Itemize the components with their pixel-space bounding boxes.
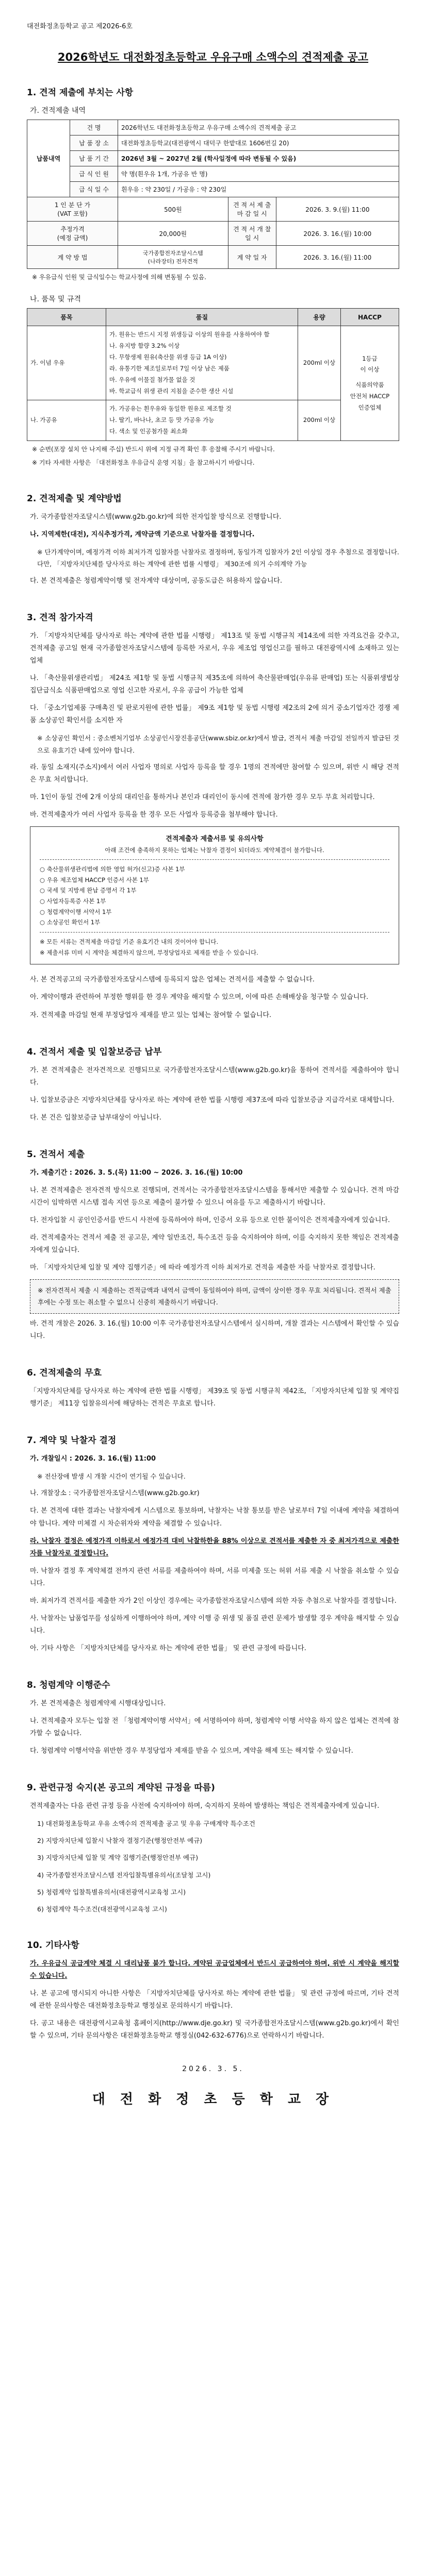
table-section-label: 납품내역	[27, 120, 70, 197]
section-9-body	[30, 1800, 399, 1915]
paragraph: 가. 본 견적제출은 전자견적으로 진행되므로 국가종합전자조달시스템(www.g2b.go.kr)을 통하여 견적서를 제출하여야 합니다.	[30, 1066, 399, 1087]
paragraph: 가. 우유급식 공급계약 체결 시 대리납품 불가 합니다. 계약된 공급업체에서 반드시 공급하여야 하며, 위반 시 계약을 해지할 수 있습니다.	[30, 1959, 399, 1980]
paragraph: 다. 본 견적에 대한 결과는 낙찰자에게 시스템으로 통보하며, 낙찰자는 낙찰 통보를 받은 날로부터 7일 이내에 계약을 체결하여야 합니다. 계약 미체결 시 차순위자와 계약을 체결할 수 있습니다.	[30, 1507, 399, 1528]
section-10	[27, 1938, 399, 2042]
spec-haccp-main: 1등급	[362, 354, 378, 362]
section-6	[27, 1365, 399, 1410]
paragraph: 나. 지역제한(대전), 지식추정가격, 계약금액 기준으로 낙찰자를 결정합니다.	[30, 530, 255, 538]
list-item: 3) 지방자치단체 입찰 및 계약 집행기준(행정안전부 예규)	[37, 1854, 199, 1862]
table-key: 견 적 서 개 찰 일 시	[228, 222, 276, 246]
paragraph: 다. 청렴계약 이행서약을 위반한 경우 부정당업자 제재를 받을 수 있으며, 계약을 해제 또는 해지할 수 있습니다.	[30, 1747, 353, 1755]
spec-quality	[106, 326, 298, 400]
paragraph: 나. 「축산물위생관리법」 제24조 제1항 및 동법 시행규칙 제35조에 의하여 축산물판매업(우유류 판매업) 또는 식품위생법상 집단급식소 식품판매업으로 영업 신고한 자로서, 우유 공급이 가능한 업체	[30, 674, 399, 695]
spec-table	[27, 308, 399, 441]
box-title: 견적제출자 제출서류 및 유의사항	[166, 835, 264, 843]
spec-haccp	[341, 326, 399, 441]
section-3	[27, 610, 399, 1021]
box-line: ○ 사업자등록증 사본 1부	[40, 897, 106, 905]
spec-quality	[106, 400, 298, 441]
section-2-heading: 2. 견적제출 및 계약방법	[27, 493, 122, 504]
table-row	[27, 222, 399, 246]
signer-name: 대 전 화 정 초 등 학 교 장	[92, 2092, 334, 2108]
table-value: 2026. 3. 16.(월) 10:00	[276, 222, 399, 246]
section-7-heading: 7. 계약 및 낙찰자 결정	[27, 1435, 117, 1446]
table-key: 계 약 일 자	[228, 246, 276, 269]
table-key: 급 식 인 원	[70, 166, 118, 182]
table-row	[27, 326, 399, 400]
table-value: 대전화정초등학교(대전광역시 대덕구 한밭대로 1606번길 20)	[118, 135, 399, 151]
paragraph: 라. 낙찰자 결정은 예정가격 이하로서 예정가격 대비 낙찰하한율 88% 이상으로 견적서를 제출한 자 중 최저가격으로 제출한 자를 낙찰자로 결정합니다.	[30, 1537, 399, 1557]
paragraph: 다. 본 견적제출은 청렴계약이행 및 전자계약 대상이며, 공동도급은 허용하지 않습니다.	[30, 577, 283, 585]
table-row	[27, 166, 399, 182]
section-7	[27, 1433, 399, 1655]
section-3-body	[30, 630, 399, 1021]
table-key: 1 인 분 단 가 (VAT 포함)	[27, 197, 118, 222]
paragraph: 바. 최저가격 견적서를 제출한 자가 2인 이상인 경우에는 국가종합전자조달시스템에 의한 자동 추첨으로 낙찰자를 결정합니다.	[30, 1597, 397, 1605]
section-2-body	[30, 511, 399, 587]
table-value: 국가종합전자조달시스템 (나라장터) 전자견적	[118, 246, 228, 269]
spec-quality-line: 다. 색소 및 인공첨가물 최소화	[109, 428, 188, 435]
paragraph: 마. 1인이 동일 건에 2개 이상의 대리인을 통하거나 본인과 대리인이 동시에 견적에 참가한 경우 모두 무효 처리합니다.	[30, 793, 375, 801]
section-6-heading: 6. 견적제출의 무효	[27, 1368, 102, 1379]
spec-item: 나. 가공유	[27, 400, 106, 441]
table-key: 견 적 서 제 출 마 감 일 시	[228, 197, 276, 222]
list-item: 6) 청렴계약 특수조건(대전광역시교육청 고시)	[37, 1905, 167, 1913]
paragraph: 가. 본 견적제출은 청렴계약제 시행대상입니다.	[30, 1699, 166, 1707]
section-5-heading: 5. 견적서 제출	[27, 1149, 85, 1160]
section-1	[27, 85, 399, 468]
paragraph: 「지방자치단체를 당사자로 하는 계약에 관한 법률 시행령」 제39조 및 동법 시행규칙 제42조, 「지방자치단체 입찰 및 계약집행기준」 제11장 입찰유의서에 해당하는 견적은 무효로 합니다.	[30, 1387, 399, 1408]
table-value: 2026년 3월 ~ 2027년 2월 (학사일정에 따라 변동될 수 있음)	[118, 151, 399, 166]
required-documents-box	[30, 826, 399, 965]
section-8-heading: 8. 청렴계약 이행준수	[27, 1680, 110, 1690]
paragraph: 가. 제출기간 : 2026. 3. 5.(목) 11:00 ~ 2026. 3. 16.(월) 10:00	[30, 1168, 243, 1177]
spec-volume: 200ml 이상	[298, 400, 341, 441]
section-1-note-2: ※ 순번(포장 설치 안 나지해 주십) 반드시 위에 지정 규격 확인 후 응찰해 주시기 바랍니다.	[32, 445, 275, 453]
table-value: 2026학년도 대전화정초등학교 우유구매 소액수의 견적제출 공고	[118, 120, 399, 135]
paragraph: 나. 본 견적제출은 전자견적 방식으로 진행되며, 견적서는 국가종합전자조달시스템을 통해서만 제출할 수 있습니다. 견적 마감 시간이 임박하면 시스템 접속 지연 등으로 제출이 불가할 수 있으니 여유를 두고 제출하시기 바랍니다.	[30, 1186, 399, 1207]
section-10-body	[30, 1958, 399, 2042]
box-line: ○ 국세 및 지방세 완납 증명서 각 1부	[40, 887, 137, 894]
box-line: ○ 축산물위생관리법에 의한 영업 허가(신고)증 사본 1부	[40, 865, 185, 873]
box-line: ※ 제출서류 미비 시 계약을 체결하지 않으며, 부정당업자로 제재를 받을 수 있습니다.	[40, 948, 258, 956]
spec-header: 품목	[27, 309, 106, 326]
section-8-body	[30, 1698, 399, 1757]
table-header-row	[27, 309, 399, 326]
list-item: 2) 지방자치단체 입찰시 낙찰자 결정기준(행정안전부 예규)	[37, 1837, 203, 1845]
spec-header: 용량	[298, 309, 341, 326]
table-key: 추정가격 (예정 금액)	[27, 222, 118, 246]
section-8	[27, 1677, 399, 1757]
spec-volume: 200ml 이상	[298, 326, 341, 400]
paragraph: 나. 개찰장소 : 국가종합전자조달시스템(www.g2b.go.kr)	[30, 1489, 200, 1498]
list-item: 4) 국가종합전자조달시스템 전자입찰특별유의서(조달청 고시)	[37, 1871, 211, 1879]
paragraph: 가. 개찰일시 : 2026. 3. 16.(월) 11:00	[30, 1455, 156, 1463]
section-1-sub-b: 나. 품목 및 규격	[30, 295, 81, 304]
box-divider	[40, 932, 389, 933]
table-value: 500원	[118, 197, 228, 222]
paragraph: 다. 전자입찰 시 공인인증서를 반드시 사전에 등록하여야 하며, 인증서 오류 등으로 인한 불이익은 견적제출자에게 있습니다.	[30, 1216, 390, 1224]
section-5-body	[30, 1167, 399, 1343]
spec-quality-line: 가. 원유는 반드시 지정 위생등급 이상의 원유를 사용하여야 함	[109, 331, 270, 338]
paragraph-note: ※ 소상공인 확인서 : 중소벤처기업부 소상공인시장진흥공단(www.sbiz.or.kr)에서 발급, 견적서 제출 마감일 전일까지 발급된 것으로 유효기간 내에 있어야 합니다.	[37, 734, 399, 754]
section-3-heading: 3. 견적 참가자격	[27, 613, 93, 623]
paragraph: 마. 「지방자치단체 입찰 및 계약 집행기준」에 따라 예정가격 이하 최저가로 견적을 제출한 자를 낙찰자로 결정합니다.	[30, 1264, 375, 1272]
table-value: 20,000원	[118, 222, 228, 246]
paragraph: 나. 견적제출자 모두는 입찰 전 「청렴계약이행 서약서」에 서명하여야 하며, 청렴계약 이행 서약을 하지 않은 업체는 견적에 참가할 수 없습니다.	[30, 1717, 399, 1738]
section-2	[27, 491, 399, 587]
section-1-sub-a: 가. 견적제출 내역	[30, 107, 86, 115]
spec-quality-line: 나. 유지방 함량 3.2% 이상	[109, 342, 180, 350]
warning-box: ※ 전자견적서 제출 시 제출하는 견적금액과 내역서 금액이 동일하여야 하며, 금액이 상이한 경우 무효 처리됩니다. 견적서 제출 후에는 수정 또는 취소할 수 없으니 신중히 제출하시기 바랍니다.	[30, 1279, 399, 1314]
spec-haccp-note: 식품의약품 안전처 HACCP 인증업체	[350, 381, 390, 411]
table-row	[27, 151, 399, 166]
paragraph: 아. 기타 사항은 「지방자치단체를 당사자로 하는 계약에 관한 법률」 및 관련 규정에 따릅니다.	[30, 1644, 306, 1652]
table-key: 건 명	[70, 120, 118, 135]
box-line: ※ 모든 서류는 견적제출 마감일 기준 유효기간 내의 것이어야 합니다.	[40, 938, 219, 946]
paragraph: 다. 「중소기업제품 구매촉진 및 판로지원에 관한 법률」 제9조 제1항 및 동법 시행령 제2조의 2에 의거 중소기업자간 경쟁 제품 소상공인 확인서를 소지한 자	[30, 704, 399, 725]
paragraph: 바. 견적제출자가 여러 사업자 등록을 한 경우 모든 사업자 등록증을 첨부해야 합니다.	[30, 810, 278, 819]
document-title: 2026학년도 대전화정초등학교 우유구매 소액수의 견적제출 공고	[57, 51, 369, 63]
paragraph-note: ※ 전산장애 발생 시 개찰 시간이 연기될 수 있습니다.	[37, 1472, 186, 1481]
spec-quality-line: 라. 유통기한 제조일로부터 7일 이상 남은 제품	[109, 364, 230, 372]
spec-quality-line: 마. 우유에 이물질 첨가물 없을 것	[109, 376, 195, 383]
section-4	[27, 1044, 399, 1124]
spec-haccp-sub: 이 이상	[360, 366, 380, 374]
spec-quality-line: 가. 가공유는 흰우유와 동일한 원유로 제조할 것	[109, 405, 232, 413]
paragraph: 다. 본 건은 입찰보증금 납부대상이 아닙니다.	[30, 1113, 161, 1122]
list-item: 1) 대전화정초등학교 우유 소액수의 견적제출 공고 및 우유 구매계약 특수조건	[37, 1820, 255, 1828]
document-number: 대전화정초등학교 공고 제2026-6호	[27, 23, 133, 30]
section-9-heading: 9. 관련규정 숙지(본 공고의 계약된 규정을 따름)	[27, 1783, 215, 1793]
delivery-table	[27, 120, 399, 269]
paragraph: 사. 본 견적공고의 국가종합전자조달시스템에 등록되지 않은 업체는 견적서를 제출할 수 없습니다.	[30, 976, 315, 984]
table-key: 납 품 기 간	[70, 151, 118, 166]
box-line: ○ 우유 제조업체 HACCP 인증서 사본 1부	[40, 876, 149, 884]
table-row	[27, 197, 399, 222]
spec-quality-line: 다. 무항생제 원유(축산물 위생 등급 1A 이상)	[109, 353, 227, 361]
paragraph: 사. 낙찰자는 납품업무를 성실하게 이행하여야 하며, 계약 이행 중 위생 및 품질 관련 문제가 발생할 경우 계약을 해지할 수 있습니다.	[30, 1614, 399, 1635]
section-4-body	[30, 1064, 399, 1124]
section-1-heading: 1. 견적 제출에 부치는 사항	[27, 88, 134, 98]
table-key: 계 약 방 법	[27, 246, 118, 269]
paragraph: 바. 견적 개찰은 2026. 3. 16.(월) 10:00 이후 국가종합전자조달시스템에서 실시하며, 개찰 결과는 시스템에서 확인할 수 있습니다.	[30, 1320, 399, 1341]
table-value: 흰우유 : 약 230일 / 가공유 : 약 230일	[118, 182, 399, 197]
table-value: 약 명(흰우유 1개, 가공유 반 명)	[118, 166, 399, 182]
section-6-body	[30, 1385, 399, 1410]
paragraph: 나. 입찰보증금은 지방자치단체를 당사자로 하는 계약에 관한 법률 시행령 제37조에 따라 입찰보증금 지급각서로 대체합니다.	[30, 1096, 395, 1104]
table-row	[27, 120, 399, 135]
spec-item: 가. 이념 우유	[27, 326, 106, 400]
paragraph: 자. 견적제출 마감일 현재 부정당업자 제재를 받고 있는 업체는 참여할 수 없습니다.	[30, 1011, 272, 1019]
section-4-heading: 4. 견적서 제출 및 입찰보증금 납부	[27, 1046, 162, 1057]
paragraph: 가. 「지방자치단체를 당사자로 하는 계약에 관한 법률 시행령」 제13조 및 동법 시행규칙 제14조에 의한 자격요건을 갖추고, 견적제출 공고일 현재 국가종합전자조달시스템에 등록한 자로서, 우유 제조업 영업신고를 필하고 대전광역시에 소재하고 있는 업체	[30, 632, 399, 665]
paragraph: 라. 견적제출자는 견적서 제출 전 공고문, 계약 일반조건, 특수조건 등을 숙지하여야 하며, 이를 숙지하지 못한 책임은 견적제출자에게 있습니다.	[30, 1233, 399, 1254]
section-7-body	[30, 1453, 399, 1655]
section-5	[27, 1147, 399, 1343]
paragraph-note: ※ 단가계약이며, 예정가격 이하 최저가격 입찰자를 낙찰자로 결정하며, 동일가격 입찰자가 2인 이상일 경우 추첨으로 결정합니다. 다만, 「지방자치단체를 당사자로 하는 계약에 관한 법률 시행령」 제30조에 의거 수의계약 가능	[37, 548, 399, 568]
paragraph: 아. 계약이행과 관련하여 부정한 행위를 한 경우 계약을 해지할 수 있으며, 이에 따른 손해배상을 청구할 수 있습니다.	[30, 993, 369, 1002]
box-divider	[40, 859, 389, 860]
spec-header: HACCP	[341, 309, 399, 326]
table-value: 2026. 3. 16.(월) 11:00	[276, 246, 399, 269]
box-subtitle: 아래 조건에 충족하지 못하는 업체는 낙찰자 결정이 되더라도 계약체결이 불가합니다.	[105, 846, 324, 854]
spec-quality-line: 나. 딸기, 바나나, 초코 등 맛 가공유 가능	[109, 416, 215, 424]
paragraph: 다. 공고 내용은 대전광역시교육청 홈페이지(http://www.dje.go.kr) 및 국가종합전자조달시스템(www.g2b.go.kr)에서 확인할 수 있으며, 기타 문의사항은 대전화정초등학교 행정실(042-632-6776)으로 연락하시기 바랍니다.	[30, 2020, 399, 2040]
spec-quality-line: 바. 학교급식 위생 관리 지침을 준수한 생산 시설	[109, 387, 234, 395]
table-row	[27, 182, 399, 197]
paragraph: 마. 낙찰자 결정 후 계약체결 전까지 관련 서류를 제출하여야 하며, 서류 미제출 또는 허위 서류 제출 시 낙찰을 취소할 수 있습니다.	[30, 1567, 399, 1587]
table-row	[27, 246, 399, 269]
section-1-note-1: ※ 우유급식 인원 및 급식일수는 학교사정에 의해 변동될 수 있음.	[32, 274, 207, 281]
box-line: ○ 소상공인 확인서 1부	[40, 919, 101, 926]
table-value: 2026. 3. 9.(월) 11:00	[276, 197, 399, 222]
notice-date: 2026. 3. 5.	[182, 2065, 244, 2074]
paragraph: 라. 동일 소재지(주소지)에서 여러 사업자 명의로 사업자 등록을 할 경우 1명의 견적에만 참여할 수 있으며, 위반 시 해당 견적은 무효 처리합니다.	[30, 763, 399, 784]
list-item: 5) 청렴계약 입찰특별유의서(대전광역시교육청 고시)	[37, 1888, 186, 1896]
table-key: 납 품 장 소	[70, 135, 118, 151]
section-9	[27, 1780, 399, 1915]
paragraph: 나. 본 공고에 명시되지 아니한 사항은 「지방자치단체를 당사자로 하는 계약에 관한 법률」 및 관련 규정에 따르며, 기타 견적에 관한 문의사항은 대전화정초등학교 행정실로 문의하시기 바랍니다.	[30, 1990, 399, 2010]
paragraph: 가. 국가종합전자조달시스템(www.g2b.go.kr)에 의한 전자입찰 방식으로 진행합니다.	[30, 513, 282, 521]
box-line: ○ 청렴계약이행 서약서 1부	[40, 908, 112, 916]
table-row	[27, 135, 399, 151]
spec-header: 품질	[106, 309, 298, 326]
section-10-heading: 10. 기타사항	[27, 1940, 79, 1951]
paragraph: 견적제출자는 다음 관련 규정 등을 사전에 숙지하여야 하며, 숙지하지 못하여 발생하는 책임은 견적제출자에게 있습니다.	[30, 1802, 380, 1810]
section-1-note-3: ※ 기타 자세한 사항은 「대전화정초 우유급식 운영 지침」을 참고하시기 바랍니다.	[32, 459, 255, 467]
table-key: 급 식 일 수	[70, 182, 118, 197]
